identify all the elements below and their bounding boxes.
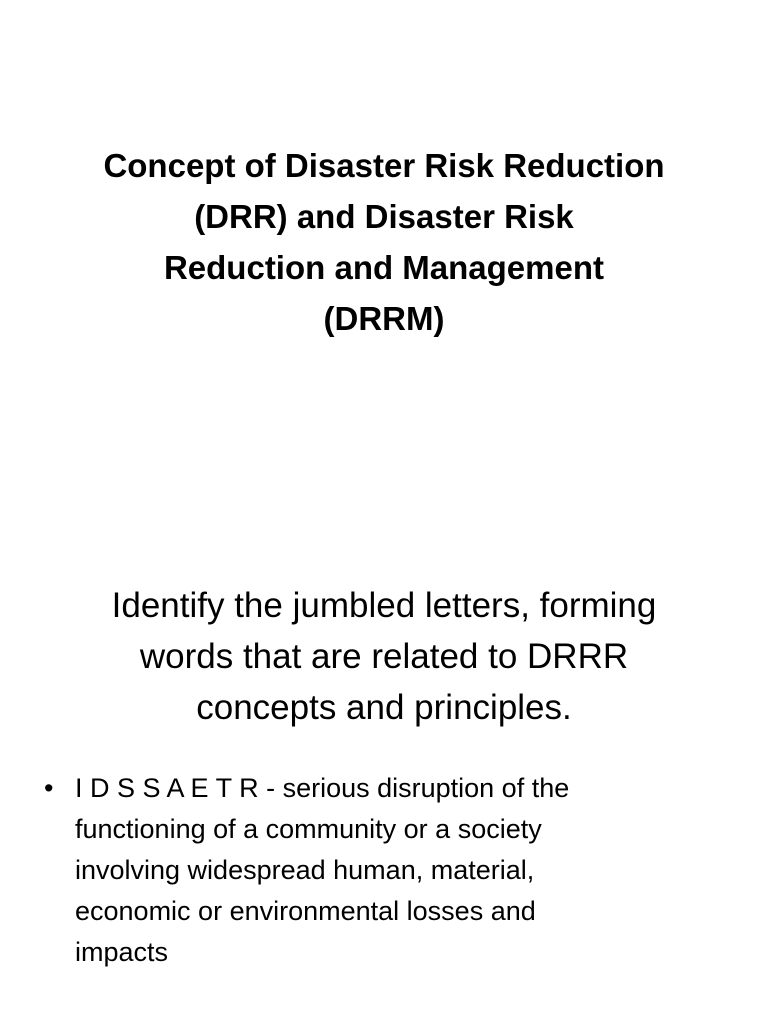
slide-content	[0, 512, 768, 1024]
subtitle-line: concepts and principles.	[196, 688, 572, 727]
title-line: (DRRM)	[323, 300, 445, 337]
title-line: (DRR) and Disaster Risk	[194, 198, 574, 235]
bullet-line: impacts	[75, 937, 169, 967]
bullet-line: I D S S A E T R - serious disruption of the	[75, 773, 570, 803]
bullet-icon: •	[44, 773, 54, 803]
title-line: Concept of Disaster Risk Reduction	[103, 147, 665, 184]
subtitle-line: words that are related to DRRR	[139, 637, 629, 676]
title-line: Reduction and Management	[163, 249, 605, 286]
subtitle-line: Identify the jumbled letters, forming	[111, 586, 657, 625]
slide-title-heading	[40, 140, 728, 344]
bullet-item	[44, 768, 718, 973]
bullet-line: involving widespread human, material,	[75, 855, 535, 885]
bullet-list	[44, 768, 718, 973]
bullet-line: functioning of a community or a society	[75, 814, 542, 844]
slide-subtitle	[40, 580, 728, 733]
bullet-line: economic or environmental losses and	[75, 896, 536, 926]
